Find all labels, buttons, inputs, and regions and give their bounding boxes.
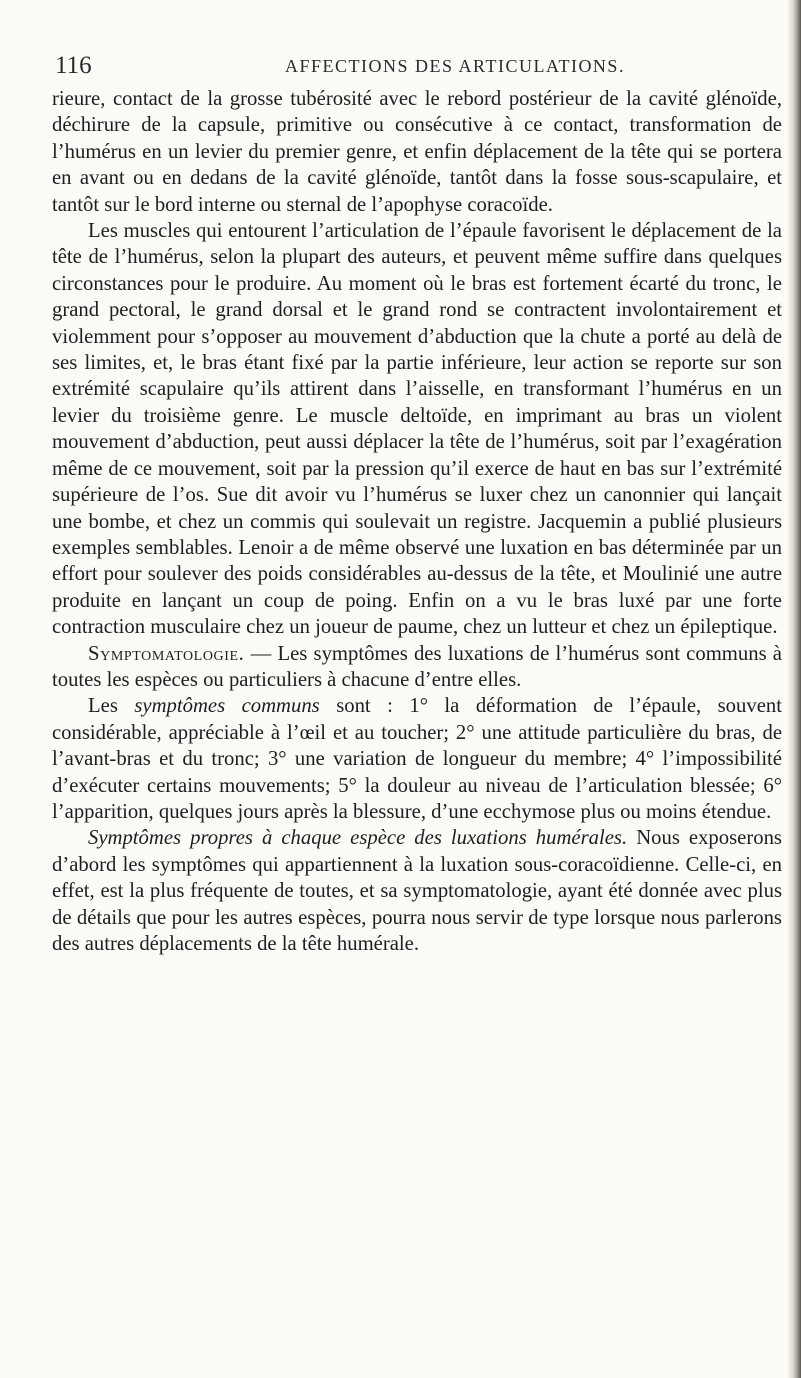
italic-term: symptômes communs xyxy=(134,695,320,718)
paragraph-text: sont : 1° la déformation de l’épaule, souvent considérable, appréciable à l’œil et au toucher; 2° une attitude particulière du bras, de l’avant-bras et du tronc; 3° une variation de longueur du membre; 4° l’impossibilité d’exécuter certains mouvements; 5° la douleur au niveau de l’articulation blessée; 6° l’apparition, quelques jours après la blessure, d’une ecchymose plus ou moins étendue. xyxy=(52,695,782,823)
page-header xyxy=(55,52,775,82)
paragraph-muscles xyxy=(52,218,782,641)
page-number: 116 xyxy=(55,52,92,79)
paragraph-text: Les muscles qui entourent l’articulation de l’épaule favorisent le déplacement de la tête de l’humérus, selon la plupart des auteurs, et peuvent même suffire dans quelques circonstances pour le produire. Au moment où le bras est fortement écarté du tronc, le grand pectoral, le grand dorsal et le grand rond se contractent involontairement et violemment pour s’opposer au mouvement d’abduction que la chute a porté au delà de ses limites, et, le bras étant fixé par la partie inférieure, leur action se reporte sur son extrémité scapulaire qu’ils attirent dans l’aisselle, en transformant l’humérus en un levier du troisième genre. Le muscle deltoïde, en imprimant au bras un violent mouvement d’abduction, peut aussi déplacer la tête de l’humérus, soit par l’exagération même de ce mouvement, soit par la pression qu’il exerce de haut en bas sur l’extrémité supérieure de l’os. Sue dit avoir vu l’humérus se luxer chez un canonnier qui lançait une bombe, et chez un commis qui soulevait un registre. Jacquemin a publié plusieurs exemples semblables. Lenoir a de même observé une luxation en bas déterminée par un effort pour soulever des poids considérables au-dessus de la tête, et Moulinié une autre produite en lançant un coup de poing. Enfin on a vu le bras luxé par une forte contraction musculaire chez un joueur de paume, chez un lutteur et chez un épileptique. xyxy=(52,220,782,639)
body-text xyxy=(52,86,782,957)
paragraph-lead: Les xyxy=(88,695,135,718)
paragraph-symptomes-propres xyxy=(52,825,782,957)
paragraph-text: rieure, contact de la grosse tubérosité avec le rebord postérieur de la cavité glénoïde, déchirure de la capsule, primitive ou consécutive à ce contact, transformation de l’humérus en un levier du premier genre, et enfin déplacement de la tête qui se portera en avant ou en dedans de la cavité glénoïde, tantôt dans la fosse sous-scapulaire, et tantôt sur le bord interne ou sternal de l’apophyse coracoïde. xyxy=(52,88,782,216)
italic-term: Symptômes propres à chaque espèce des luxations humérales. xyxy=(88,827,628,850)
section-heading: Symptomatologie. xyxy=(88,642,245,665)
paragraph-symptomes-communs xyxy=(52,693,782,825)
paragraph-text: Nous exposerons d’abord les symptômes qui appartiennent à la luxation sous-coracoïdienne. Celle-ci, en effet, est la plus fréquente de toutes, et sa symptomatologie, ayant été donnée avec plus de détails que pour les autres espèces, pourra nous servir de type lorsque nous parlerons des autres déplacements de la tête humérale. xyxy=(52,827,782,955)
paragraph-symptomatologie xyxy=(52,641,782,694)
paragraph-text: — Les symptômes des luxations de l’humérus sont communs à toutes les espèces ou particuliers à chacune d’entre elles. xyxy=(52,642,782,691)
paragraph-continuation xyxy=(52,86,782,218)
running-title: AFFECTIONS DES ARTICULATIONS. xyxy=(285,56,625,76)
page-edge-shadow xyxy=(787,0,801,1378)
